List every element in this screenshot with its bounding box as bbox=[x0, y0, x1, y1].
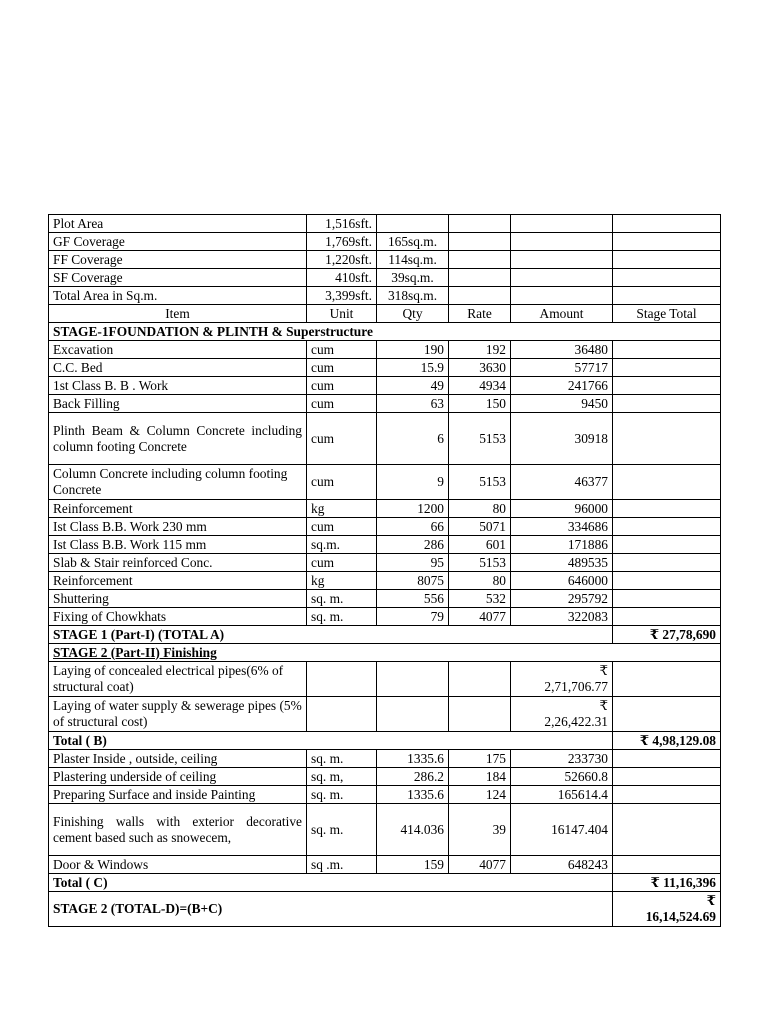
empty-cell bbox=[377, 662, 449, 697]
item-rate: 80 bbox=[449, 500, 511, 518]
header-rate: Rate bbox=[449, 305, 511, 323]
empty-cell bbox=[613, 341, 721, 359]
item-qty: 9 bbox=[377, 465, 449, 500]
item-qty: 6 bbox=[377, 413, 449, 465]
empty-cell bbox=[511, 215, 613, 233]
summary-item: Total Area in Sq.m. bbox=[49, 287, 307, 305]
item-qty: 190 bbox=[377, 341, 449, 359]
stage1-item-row bbox=[49, 500, 721, 518]
item-qty: 556 bbox=[377, 590, 449, 608]
empty-cell bbox=[511, 251, 613, 269]
empty-cell bbox=[613, 377, 721, 395]
empty-cell bbox=[449, 287, 511, 305]
item-unit: cum bbox=[307, 465, 377, 500]
header-unit: Unit bbox=[307, 305, 377, 323]
estimate-table bbox=[48, 214, 721, 927]
summary-sft: 410sft. bbox=[307, 269, 377, 287]
stage1-item-row bbox=[49, 413, 721, 465]
item-name: Reinforcement bbox=[49, 572, 307, 590]
item-qty: 1335.6 bbox=[377, 786, 449, 804]
empty-cell bbox=[613, 287, 721, 305]
item-name: Slab & Stair reinforced Conc. bbox=[49, 554, 307, 572]
summary-sqm: 165sq.m. bbox=[377, 233, 449, 251]
item-name: Column Concrete including column footing Concrete bbox=[49, 465, 307, 500]
stage1-total-label: STAGE 1 (Part-I) (TOTAL A) bbox=[49, 626, 613, 644]
item-name: Shuttering bbox=[49, 590, 307, 608]
summary-row bbox=[49, 215, 721, 233]
item-rate: 150 bbox=[449, 395, 511, 413]
empty-cell bbox=[511, 269, 613, 287]
item-name: Excavation bbox=[49, 341, 307, 359]
summary-item: Plot Area bbox=[49, 215, 307, 233]
stage1-title-row bbox=[49, 323, 721, 341]
total-c-value: ₹ 11,16,396 bbox=[613, 874, 721, 892]
stage1-total-row bbox=[49, 626, 721, 644]
item-rate: 5071 bbox=[449, 518, 511, 536]
stage1-item-row bbox=[49, 590, 721, 608]
stage2-title-row bbox=[49, 644, 721, 662]
empty-cell bbox=[449, 697, 511, 732]
item-name: Finishing walls with exterior decorative cement based such as snowecem, bbox=[49, 804, 307, 856]
item-qty: 8075 bbox=[377, 572, 449, 590]
item-amount: ₹ 2,26,422.31 bbox=[511, 697, 613, 732]
estimate-table-body bbox=[49, 215, 721, 927]
item-unit: sq. m. bbox=[307, 786, 377, 804]
item-rate: 3630 bbox=[449, 359, 511, 377]
stage1-item-row bbox=[49, 608, 721, 626]
stage1-item-row bbox=[49, 377, 721, 395]
item-amount: 171886 bbox=[511, 536, 613, 554]
item-qty: 1200 bbox=[377, 500, 449, 518]
empty-cell bbox=[613, 215, 721, 233]
summary-row bbox=[49, 269, 721, 287]
item-rate: 192 bbox=[449, 341, 511, 359]
item-name: Door & Windows bbox=[49, 856, 307, 874]
stage2-item-row bbox=[49, 768, 721, 786]
empty-cell bbox=[613, 768, 721, 786]
stage1-item-row bbox=[49, 536, 721, 554]
summary-sqm: 318sq.m. bbox=[377, 287, 449, 305]
item-name: Ist Class B.B. Work 230 mm bbox=[49, 518, 307, 536]
empty-cell bbox=[449, 662, 511, 697]
stage2-item-row bbox=[49, 804, 721, 856]
empty-cell bbox=[613, 697, 721, 732]
item-qty: 63 bbox=[377, 395, 449, 413]
item-rate: 175 bbox=[449, 750, 511, 768]
total-c-row bbox=[49, 874, 721, 892]
total-d-label: STAGE 2 (TOTAL-D)=(B+C) bbox=[49, 892, 613, 927]
summary-row bbox=[49, 287, 721, 305]
item-amount: 30918 bbox=[511, 413, 613, 465]
item-amount: 16147.404 bbox=[511, 804, 613, 856]
item-unit: cum bbox=[307, 359, 377, 377]
item-name: Back Filling bbox=[49, 395, 307, 413]
item-qty: 95 bbox=[377, 554, 449, 572]
stage1-title: STAGE-1FOUNDATION & PLINTH & Superstructure bbox=[49, 323, 721, 341]
summary-item: GF Coverage bbox=[49, 233, 307, 251]
item-amount: 295792 bbox=[511, 590, 613, 608]
empty-cell bbox=[613, 590, 721, 608]
item-qty: 159 bbox=[377, 856, 449, 874]
stage2-item-row bbox=[49, 750, 721, 768]
empty-cell bbox=[613, 608, 721, 626]
empty-cell bbox=[613, 269, 721, 287]
item-rate: 601 bbox=[449, 536, 511, 554]
summary-item: SF Coverage bbox=[49, 269, 307, 287]
total-b-value: ₹ 4,98,129.08 bbox=[613, 732, 721, 750]
empty-cell bbox=[449, 215, 511, 233]
stage2-lump-row bbox=[49, 662, 721, 697]
empty-cell bbox=[613, 465, 721, 500]
empty-cell bbox=[613, 251, 721, 269]
empty-cell bbox=[613, 856, 721, 874]
item-name: Plinth Beam & Column Concrete including column footing Concrete bbox=[49, 413, 307, 465]
summary-row bbox=[49, 251, 721, 269]
item-unit: sq .m. bbox=[307, 856, 377, 874]
item-rate: 532 bbox=[449, 590, 511, 608]
item-unit: sq. m. bbox=[307, 608, 377, 626]
item-unit: cum bbox=[307, 554, 377, 572]
empty-cell bbox=[613, 500, 721, 518]
item-name: Fixing of Chowkhats bbox=[49, 608, 307, 626]
stage1-total-value: ₹ 27,78,690 bbox=[613, 626, 721, 644]
total-d-row bbox=[49, 892, 721, 927]
empty-cell bbox=[613, 804, 721, 856]
item-unit: cum bbox=[307, 518, 377, 536]
item-rate: 5153 bbox=[449, 413, 511, 465]
stage1-item-row bbox=[49, 518, 721, 536]
stage1-item-row bbox=[49, 395, 721, 413]
summary-sqm: 39sq.m. bbox=[377, 269, 449, 287]
summary-row bbox=[49, 233, 721, 251]
item-qty: 1335.6 bbox=[377, 750, 449, 768]
empty-cell bbox=[613, 554, 721, 572]
item-qty: 79 bbox=[377, 608, 449, 626]
item-unit: cum bbox=[307, 395, 377, 413]
item-amount: 648243 bbox=[511, 856, 613, 874]
header-stage-total: Stage Total bbox=[613, 305, 721, 323]
item-name: Plastering underside of ceiling bbox=[49, 768, 307, 786]
summary-sqm: 114sq.m. bbox=[377, 251, 449, 269]
empty-cell bbox=[511, 233, 613, 251]
total-c-label: Total ( C) bbox=[49, 874, 613, 892]
item-unit: cum bbox=[307, 341, 377, 359]
summary-sft: 1,220sft. bbox=[307, 251, 377, 269]
item-amount: 9450 bbox=[511, 395, 613, 413]
stage1-item-row bbox=[49, 554, 721, 572]
item-unit: sq. m. bbox=[307, 804, 377, 856]
stage1-item-row bbox=[49, 465, 721, 500]
empty-cell bbox=[307, 662, 377, 697]
empty-cell bbox=[613, 395, 721, 413]
empty-cell bbox=[511, 287, 613, 305]
total-d-value: ₹ 16,14,524.69 bbox=[613, 892, 721, 927]
item-name: 1st Class B. B . Work bbox=[49, 377, 307, 395]
stage2-item-row bbox=[49, 856, 721, 874]
summary-item: FF Coverage bbox=[49, 251, 307, 269]
item-qty: 286 bbox=[377, 536, 449, 554]
item-amount: 52660.8 bbox=[511, 768, 613, 786]
item-amount: 36480 bbox=[511, 341, 613, 359]
item-rate: 4077 bbox=[449, 856, 511, 874]
item-qty: 15.9 bbox=[377, 359, 449, 377]
header-amount: Amount bbox=[511, 305, 613, 323]
empty-cell bbox=[449, 269, 511, 287]
empty-cell bbox=[613, 233, 721, 251]
item-amount: 489535 bbox=[511, 554, 613, 572]
item-amount: 646000 bbox=[511, 572, 613, 590]
total-b-row bbox=[49, 732, 721, 750]
item-amount: 96000 bbox=[511, 500, 613, 518]
summary-sqm bbox=[377, 215, 449, 233]
item-rate: 80 bbox=[449, 572, 511, 590]
item-name: Laying of concealed electrical pipes(6% of structural coat) bbox=[49, 662, 307, 697]
item-qty: 66 bbox=[377, 518, 449, 536]
item-name: Laying of water supply & sewerage pipes (5% of structural cost) bbox=[49, 697, 307, 732]
item-amount: 322083 bbox=[511, 608, 613, 626]
item-name: Reinforcement bbox=[49, 500, 307, 518]
item-rate: 5153 bbox=[449, 465, 511, 500]
item-rate: 39 bbox=[449, 804, 511, 856]
summary-sft: 1,769sft. bbox=[307, 233, 377, 251]
header-item: Item bbox=[49, 305, 307, 323]
empty-cell bbox=[449, 251, 511, 269]
item-unit: sq. m. bbox=[307, 750, 377, 768]
item-qty: 286.2 bbox=[377, 768, 449, 786]
item-amount: 233730 bbox=[511, 750, 613, 768]
item-unit: kg bbox=[307, 572, 377, 590]
item-amount: 57717 bbox=[511, 359, 613, 377]
item-name: Preparing Surface and inside Painting bbox=[49, 786, 307, 804]
item-unit: sq. m, bbox=[307, 768, 377, 786]
stage2-title: STAGE 2 (Part-II) Finishing bbox=[49, 644, 721, 662]
item-rate: 124 bbox=[449, 786, 511, 804]
stage1-item-row bbox=[49, 572, 721, 590]
empty-cell bbox=[613, 750, 721, 768]
empty-cell bbox=[613, 662, 721, 697]
empty-cell bbox=[613, 518, 721, 536]
item-unit: sq.m. bbox=[307, 536, 377, 554]
stage2-lump-row bbox=[49, 697, 721, 732]
stage2-item-row bbox=[49, 786, 721, 804]
header-qty: Qty bbox=[377, 305, 449, 323]
item-amount: ₹ 2,71,706.77 bbox=[511, 662, 613, 697]
empty-cell bbox=[613, 413, 721, 465]
item-name: Ist Class B.B. Work 115 mm bbox=[49, 536, 307, 554]
item-rate: 184 bbox=[449, 768, 511, 786]
item-qty: 49 bbox=[377, 377, 449, 395]
empty-cell bbox=[613, 786, 721, 804]
empty-cell bbox=[377, 697, 449, 732]
item-unit: sq. m. bbox=[307, 590, 377, 608]
item-unit: cum bbox=[307, 377, 377, 395]
stage1-item-row bbox=[49, 341, 721, 359]
total-b-label: Total ( B) bbox=[49, 732, 613, 750]
item-name: Plaster Inside , outside, ceiling bbox=[49, 750, 307, 768]
item-unit: cum bbox=[307, 413, 377, 465]
empty-cell bbox=[613, 536, 721, 554]
item-rate: 4077 bbox=[449, 608, 511, 626]
summary-sft: 1,516sft. bbox=[307, 215, 377, 233]
item-name: C.C. Bed bbox=[49, 359, 307, 377]
summary-sft: 3,399sft. bbox=[307, 287, 377, 305]
stage1-item-row bbox=[49, 359, 721, 377]
empty-cell bbox=[449, 233, 511, 251]
item-rate: 5153 bbox=[449, 554, 511, 572]
item-amount: 241766 bbox=[511, 377, 613, 395]
item-amount: 46377 bbox=[511, 465, 613, 500]
item-amount: 334686 bbox=[511, 518, 613, 536]
item-qty: 414.036 bbox=[377, 804, 449, 856]
empty-cell bbox=[613, 572, 721, 590]
empty-cell bbox=[307, 697, 377, 732]
item-unit: kg bbox=[307, 500, 377, 518]
empty-cell bbox=[613, 359, 721, 377]
header-row bbox=[49, 305, 721, 323]
item-amount: 165614.4 bbox=[511, 786, 613, 804]
item-rate: 4934 bbox=[449, 377, 511, 395]
